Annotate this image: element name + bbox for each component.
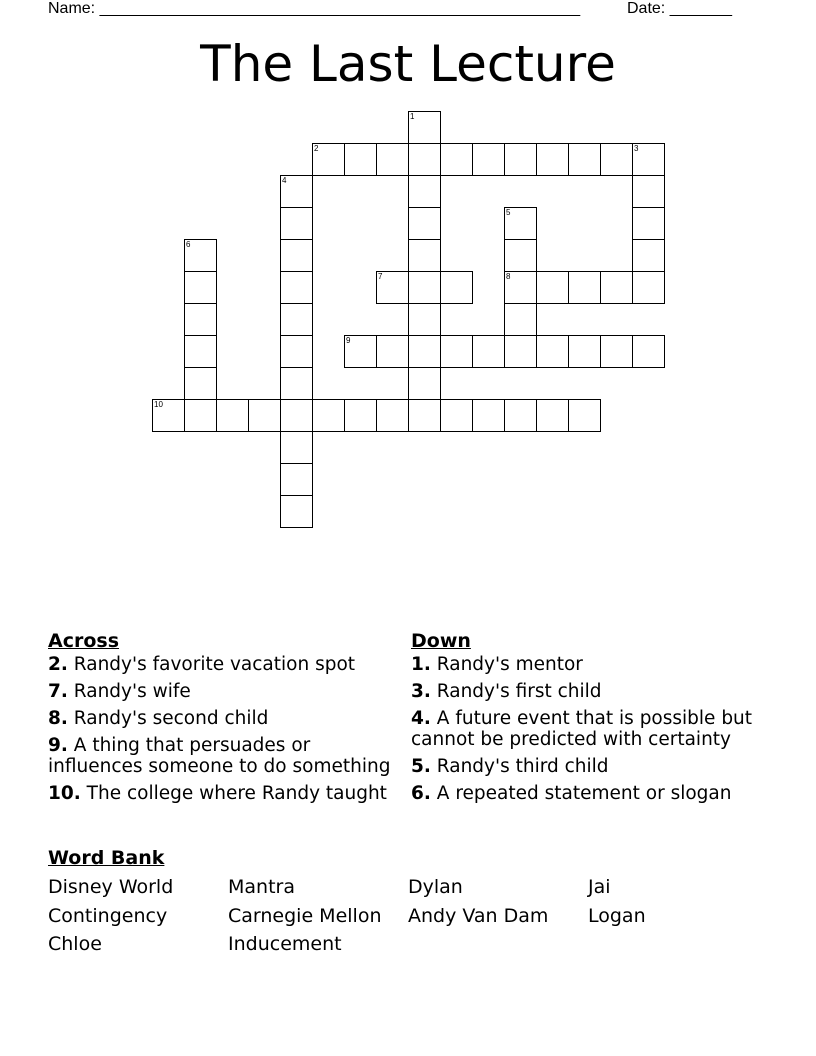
crossword-cell[interactable] [408, 143, 441, 176]
crossword-cell[interactable] [216, 399, 249, 432]
crossword-cell[interactable] [280, 367, 313, 400]
word-bank-heading: Word Bank [48, 847, 165, 869]
crossword-cell[interactable] [504, 335, 537, 368]
down-heading: Down [411, 630, 471, 652]
across-clue [48, 654, 400, 675]
crossword-cell[interactable] [280, 463, 313, 496]
crossword-cell[interactable] [408, 303, 441, 336]
crossword-cell[interactable] [408, 335, 441, 368]
crossword-cell[interactable] [312, 143, 345, 176]
crossword-cell[interactable] [184, 367, 217, 400]
crossword-cell[interactable] [440, 335, 473, 368]
crossword-cell[interactable] [344, 143, 377, 176]
crossword-cell[interactable] [280, 335, 313, 368]
across-clues [48, 628, 400, 810]
crossword-cell[interactable] [408, 399, 441, 432]
crossword-cell[interactable] [472, 143, 505, 176]
crossword-cell[interactable] [408, 207, 441, 240]
word-bank-item: Inducement [228, 933, 342, 955]
crossword-cell[interactable] [408, 239, 441, 272]
date-field-label: Date: _______ [627, 0, 732, 17]
crossword-cell[interactable] [376, 143, 409, 176]
across-heading: Across [48, 630, 120, 652]
cell-number: 5 [506, 208, 511, 217]
clue-text: Randy's wife [73, 681, 191, 702]
crossword-cell[interactable] [536, 271, 569, 304]
clue-number: 1. [411, 654, 431, 675]
crossword-cell[interactable] [632, 239, 665, 272]
crossword-cell[interactable] [184, 399, 217, 432]
crossword-cell[interactable] [280, 207, 313, 240]
cell-number: 1 [410, 112, 415, 121]
clue-text: Randy's second child [73, 708, 269, 729]
cell-number: 6 [186, 240, 191, 249]
crossword-cell[interactable] [408, 175, 441, 208]
crossword-cell[interactable] [504, 239, 537, 272]
crossword-cell[interactable] [280, 431, 313, 464]
crossword-cell[interactable] [536, 399, 569, 432]
crossword-cell[interactable] [504, 271, 537, 304]
crossword-cell[interactable] [600, 271, 633, 304]
crossword-cell[interactable] [472, 399, 505, 432]
clue-text: Randy's mentor [436, 654, 583, 675]
word-bank-item: Contingency [48, 905, 168, 927]
clue-number: 7. [48, 681, 68, 702]
crossword-cell[interactable] [184, 239, 217, 272]
word-bank-item: Dylan [408, 876, 463, 898]
crossword-cell[interactable] [600, 335, 633, 368]
crossword-cell[interactable] [280, 495, 313, 528]
crossword-cell[interactable] [536, 143, 569, 176]
crossword-cell[interactable] [280, 399, 313, 432]
crossword-cell[interactable] [408, 367, 441, 400]
clue-text: Randy's favorite vacation spot [73, 654, 356, 675]
cell-number: 7 [378, 272, 383, 281]
across-clue [48, 708, 400, 729]
crossword-cell[interactable] [568, 143, 601, 176]
word-bank-item: Chloe [48, 933, 102, 955]
clue-number: 10. [48, 783, 81, 804]
crossword-cell[interactable] [280, 271, 313, 304]
crossword-cell[interactable] [600, 143, 633, 176]
down-clue [411, 708, 761, 750]
crossword-cell[interactable] [504, 399, 537, 432]
clue-text: A thing that persuades or influences someone to do something [48, 735, 391, 777]
crossword-cell[interactable] [184, 335, 217, 368]
crossword-cell[interactable] [312, 399, 345, 432]
across-clue [48, 735, 400, 777]
crossword-cell[interactable] [632, 207, 665, 240]
clue-text: A repeated statement or slogan [436, 783, 732, 804]
clue-number: 6. [411, 783, 431, 804]
down-clue [411, 756, 761, 777]
crossword-cell[interactable] [632, 143, 665, 176]
cell-number: 4 [282, 176, 287, 185]
word-bank-item: Mantra [228, 876, 295, 898]
cell-number: 2 [314, 144, 319, 153]
cell-number: 3 [634, 144, 639, 153]
name-field-label: Name: ______________________________________________________ [48, 0, 581, 17]
across-clue [48, 783, 400, 804]
crossword-cell[interactable] [280, 239, 313, 272]
crossword-cell[interactable] [152, 399, 185, 432]
cell-number: 10 [154, 400, 163, 409]
down-clues [411, 628, 761, 810]
crossword-cell[interactable] [408, 271, 441, 304]
crossword-cell[interactable] [376, 399, 409, 432]
crossword-cell[interactable] [248, 399, 281, 432]
clue-number: 4. [411, 708, 431, 729]
crossword-cell[interactable] [408, 111, 441, 144]
clue-text: The college where Randy taught [86, 783, 387, 804]
clue-text: Randy's first child [436, 681, 602, 702]
crossword-cell[interactable] [440, 271, 473, 304]
word-bank-item: Andy Van Dam [408, 905, 549, 927]
crossword-cell[interactable] [344, 399, 377, 432]
crossword-cell[interactable] [504, 143, 537, 176]
crossword-cell[interactable] [440, 399, 473, 432]
crossword-cell[interactable] [536, 335, 569, 368]
word-bank-item: Jai [588, 876, 611, 898]
word-bank-item: Logan [588, 905, 646, 927]
crossword-cell[interactable] [504, 207, 537, 240]
crossword-cell[interactable] [632, 271, 665, 304]
down-clue [411, 654, 761, 675]
crossword-cell[interactable] [344, 335, 377, 368]
clue-number: 8. [48, 708, 68, 729]
crossword-cell[interactable] [376, 271, 409, 304]
crossword-cell[interactable] [472, 335, 505, 368]
crossword-cell[interactable] [568, 271, 601, 304]
crossword-cell[interactable] [280, 175, 313, 208]
clue-number: 2. [48, 654, 68, 675]
crossword-cell[interactable] [184, 271, 217, 304]
crossword-cell[interactable] [376, 335, 409, 368]
cell-number: 9 [346, 336, 351, 345]
down-clue [411, 783, 761, 804]
crossword-cell[interactable] [632, 175, 665, 208]
word-bank-item: Carnegie Mellon [228, 905, 382, 927]
page-title: The Last Lecture [200, 35, 616, 93]
down-clue [411, 681, 761, 702]
crossword-cell[interactable] [184, 303, 217, 336]
cell-number: 8 [506, 272, 511, 281]
clue-number: 9. [48, 735, 68, 756]
crossword-cell[interactable] [280, 303, 313, 336]
across-clue [48, 681, 400, 702]
word-bank-item: Disney World [48, 876, 174, 898]
crossword-cell[interactable] [632, 335, 665, 368]
crossword-cell[interactable] [440, 143, 473, 176]
crossword-cell[interactable] [504, 303, 537, 336]
clue-text: Randy's third child [436, 756, 609, 777]
clue-number: 3. [411, 681, 431, 702]
clue-text: A future event that is possible but cannot be predicted with certainty [411, 708, 753, 750]
crossword-cell[interactable] [568, 399, 601, 432]
clue-number: 5. [411, 756, 431, 777]
crossword-cell[interactable] [568, 335, 601, 368]
